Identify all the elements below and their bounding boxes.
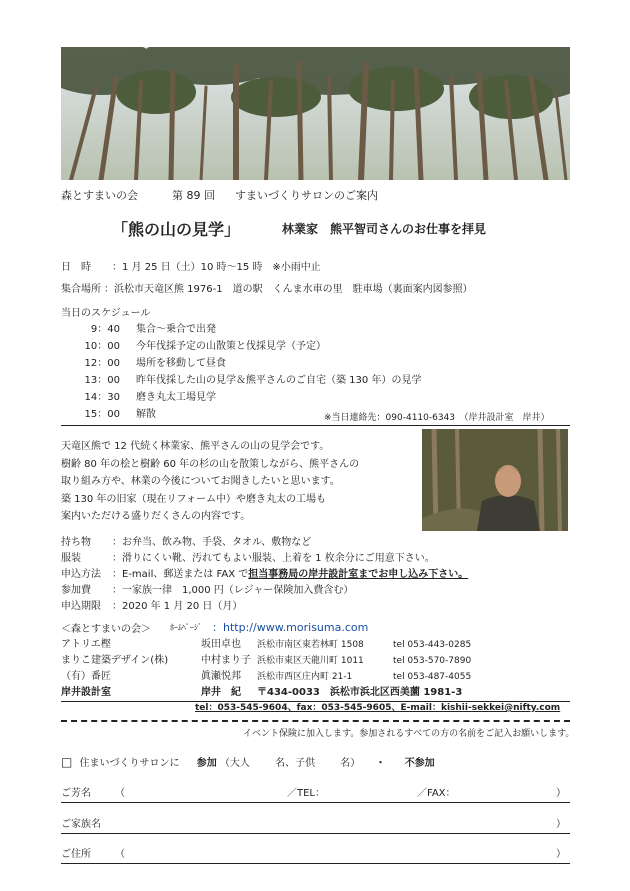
member-row bbox=[61, 653, 471, 669]
date-label: 日 時 bbox=[61, 262, 91, 273]
name-field[interactable] bbox=[61, 784, 570, 803]
intro-line: 築 130 年の旧家（現在リフォーム中）や磨き丸太の工場も bbox=[61, 493, 326, 505]
schedule-item bbox=[74, 320, 421, 337]
clothes-value: ：滑りにくい靴、汚れてもよい服装、上着を 1 枚余分にご用意下さい。 bbox=[112, 553, 435, 564]
family-label: ご家族名 bbox=[61, 819, 101, 830]
schedule-list bbox=[74, 320, 421, 422]
items-value: ：お弁当、飲み物、手袋、タオル、敷物など bbox=[112, 537, 312, 548]
office-person: 岸井 紀 bbox=[201, 687, 241, 698]
paren-open: （ bbox=[115, 849, 125, 860]
apply-method: ：E-mail、郵送または FAX で bbox=[112, 569, 249, 580]
schedule-time: 9：40 bbox=[90, 324, 120, 335]
paren-close: ） bbox=[556, 849, 566, 860]
address-field[interactable] bbox=[61, 845, 570, 864]
org-name: 森とすまいの会 bbox=[61, 189, 138, 202]
count-close: 名） bbox=[340, 758, 361, 769]
schedule-time: 14：30 bbox=[84, 392, 120, 403]
schedule-text: 場所を移動して昼食 bbox=[136, 358, 226, 369]
intro-line: 天竜区熊で 12 代続く林業家、熊平さんの山の見学会です。 bbox=[61, 441, 330, 452]
salon-label: 住まいづくりサロンに bbox=[79, 758, 180, 769]
schedule-item bbox=[74, 388, 421, 405]
members-heading: ＜森とすまいの会＞ bbox=[61, 624, 151, 635]
schedule-text: 昨年伐採した山の見学＆熊平さんのご自宅（築 130 年）の見学 bbox=[136, 375, 422, 386]
intro-line: 案内いただける盛りだくさんの内容です。 bbox=[61, 511, 251, 522]
schedule-text: 今年伐採予定の山散策と伐採見学（予定） bbox=[136, 341, 326, 352]
schedule-item bbox=[74, 371, 421, 388]
place-value: ：浜松市天竜区熊 1976-1 道の駅 くんま水車の里 駐車場（裏面案内図参照） bbox=[104, 284, 473, 295]
fee-value: ：一家族一律 1,000 円（レジャー保険加入費含む） bbox=[112, 585, 354, 596]
deadline-value: ：2020 年 1 月 20 日（月） bbox=[112, 601, 243, 612]
member-tel: tel 053-443-0285 bbox=[393, 640, 472, 650]
fee-label: 参加費 bbox=[61, 585, 91, 596]
member-tel: tel 053-570-7890 bbox=[393, 656, 472, 666]
paren-close: ） bbox=[556, 819, 566, 830]
homepage-label: ﾎｰﾑﾍﾟｰｼﾞ bbox=[170, 623, 202, 632]
attendance-checkbox[interactable]: □ bbox=[61, 755, 73, 769]
family-field[interactable] bbox=[61, 815, 570, 834]
divider bbox=[61, 425, 570, 426]
attend-option[interactable]: 参加 bbox=[196, 758, 217, 769]
items-label: 持ち物 bbox=[61, 537, 91, 548]
member-person: 眞瀬悦邦 bbox=[201, 671, 241, 682]
schedule-time: 13：00 bbox=[84, 375, 120, 386]
member-address: 浜松市南区東若林町 1508 bbox=[257, 640, 364, 650]
member-row bbox=[61, 637, 471, 653]
schedule-text: 磨き丸太工場見学 bbox=[136, 392, 216, 403]
office-company: 岸井設計室 bbox=[61, 687, 111, 698]
schedule-item bbox=[74, 354, 421, 371]
salon-guide: すまいづくりサロンのご案内 bbox=[235, 189, 378, 202]
insurance-notice: イベント保険に加入します。参加されるすべての方の名前をご記入お願いします。 bbox=[243, 729, 575, 739]
member-address: 浜松市西区庄内町 21-1 bbox=[257, 672, 353, 682]
separator-dot: ・ bbox=[375, 758, 386, 769]
tel-label: ／TEL： bbox=[287, 788, 325, 799]
forest-banner-image bbox=[61, 47, 570, 180]
children-label: 名、子供 bbox=[275, 758, 316, 769]
name-label: ご芳名 bbox=[61, 788, 91, 799]
paren-close: ） bbox=[556, 788, 566, 799]
office-contact-line[interactable]: tel：053-545-9604、fax：053-545-9605、E-mail：kishii-sekkei@nifty.com bbox=[195, 703, 561, 713]
emergency-contact: ※当日連絡先：090-4110-6343 （岸井設計室 岸井） bbox=[324, 413, 550, 423]
schedule-heading: 当日のスケジュール bbox=[61, 308, 151, 319]
intro-line: 樹齢 80 年の桧と樹齢 60 年の杉の山を散策しながら、熊平さんの bbox=[61, 458, 360, 470]
schedule-time: 15：00 bbox=[84, 409, 120, 420]
office-address: 〒434-0033 浜松市浜北区西美薗 1981-3 bbox=[257, 687, 463, 698]
office-row bbox=[61, 685, 471, 701]
member-tel: tel 053-487-4055 bbox=[393, 672, 472, 682]
date-value: ：1 月 25 日（土）10 時〜15 時 ※小雨中止 bbox=[112, 262, 321, 273]
place-label: 集合場所 bbox=[61, 284, 101, 295]
not-attend-option[interactable]: 不参加 bbox=[404, 758, 435, 769]
member-address: 浜松市東区天龍川町 1011 bbox=[257, 656, 364, 666]
schedule-time: 12：00 bbox=[84, 358, 120, 369]
schedule-time: 10：00 bbox=[84, 341, 120, 352]
member-person: 坂田卓也 bbox=[201, 639, 241, 650]
forester-photo bbox=[422, 429, 568, 531]
apply-value bbox=[112, 565, 468, 580]
paren-open: （ bbox=[115, 788, 125, 799]
member-row bbox=[61, 669, 471, 685]
round-number: 第 89 回 bbox=[172, 189, 215, 202]
intro-text bbox=[61, 438, 359, 526]
schedule-text: 解散 bbox=[136, 409, 156, 420]
deadline-label: 申込期限 bbox=[61, 601, 101, 612]
member-company: （有）番匠 bbox=[61, 671, 111, 682]
page-subtitle: 林業家 熊平智司さんのお仕事を拝見 bbox=[282, 222, 487, 236]
adults-label: （大人 bbox=[219, 758, 250, 769]
members-list bbox=[61, 637, 471, 701]
schedule-item bbox=[74, 337, 421, 354]
member-company: まりこ建築デザイン(株) bbox=[61, 655, 169, 666]
cut-line bbox=[61, 720, 570, 722]
homepage-link[interactable]: ：http://www.morisuma.com bbox=[212, 621, 369, 634]
intro-line: 取り組み方や、林業の今後についてお聞きしたいと思います。 bbox=[61, 476, 340, 487]
schedule-text: 集合〜乗合で出発 bbox=[136, 324, 216, 335]
page-title: 「熊の山の見学」 bbox=[112, 220, 241, 239]
apply-label: 申込方法 bbox=[61, 569, 101, 580]
member-person: 中村まり子 bbox=[201, 655, 251, 666]
apply-office: 担当事務局の岸井設計室までお申し込み下さい。 bbox=[248, 569, 469, 580]
address-label: ご住所 bbox=[61, 849, 91, 860]
member-company: アトリエ樫 bbox=[61, 639, 111, 650]
clothes-label: 服装 bbox=[61, 553, 81, 564]
attendance-row bbox=[61, 754, 435, 769]
fax-label: ／FAX： bbox=[417, 788, 456, 799]
